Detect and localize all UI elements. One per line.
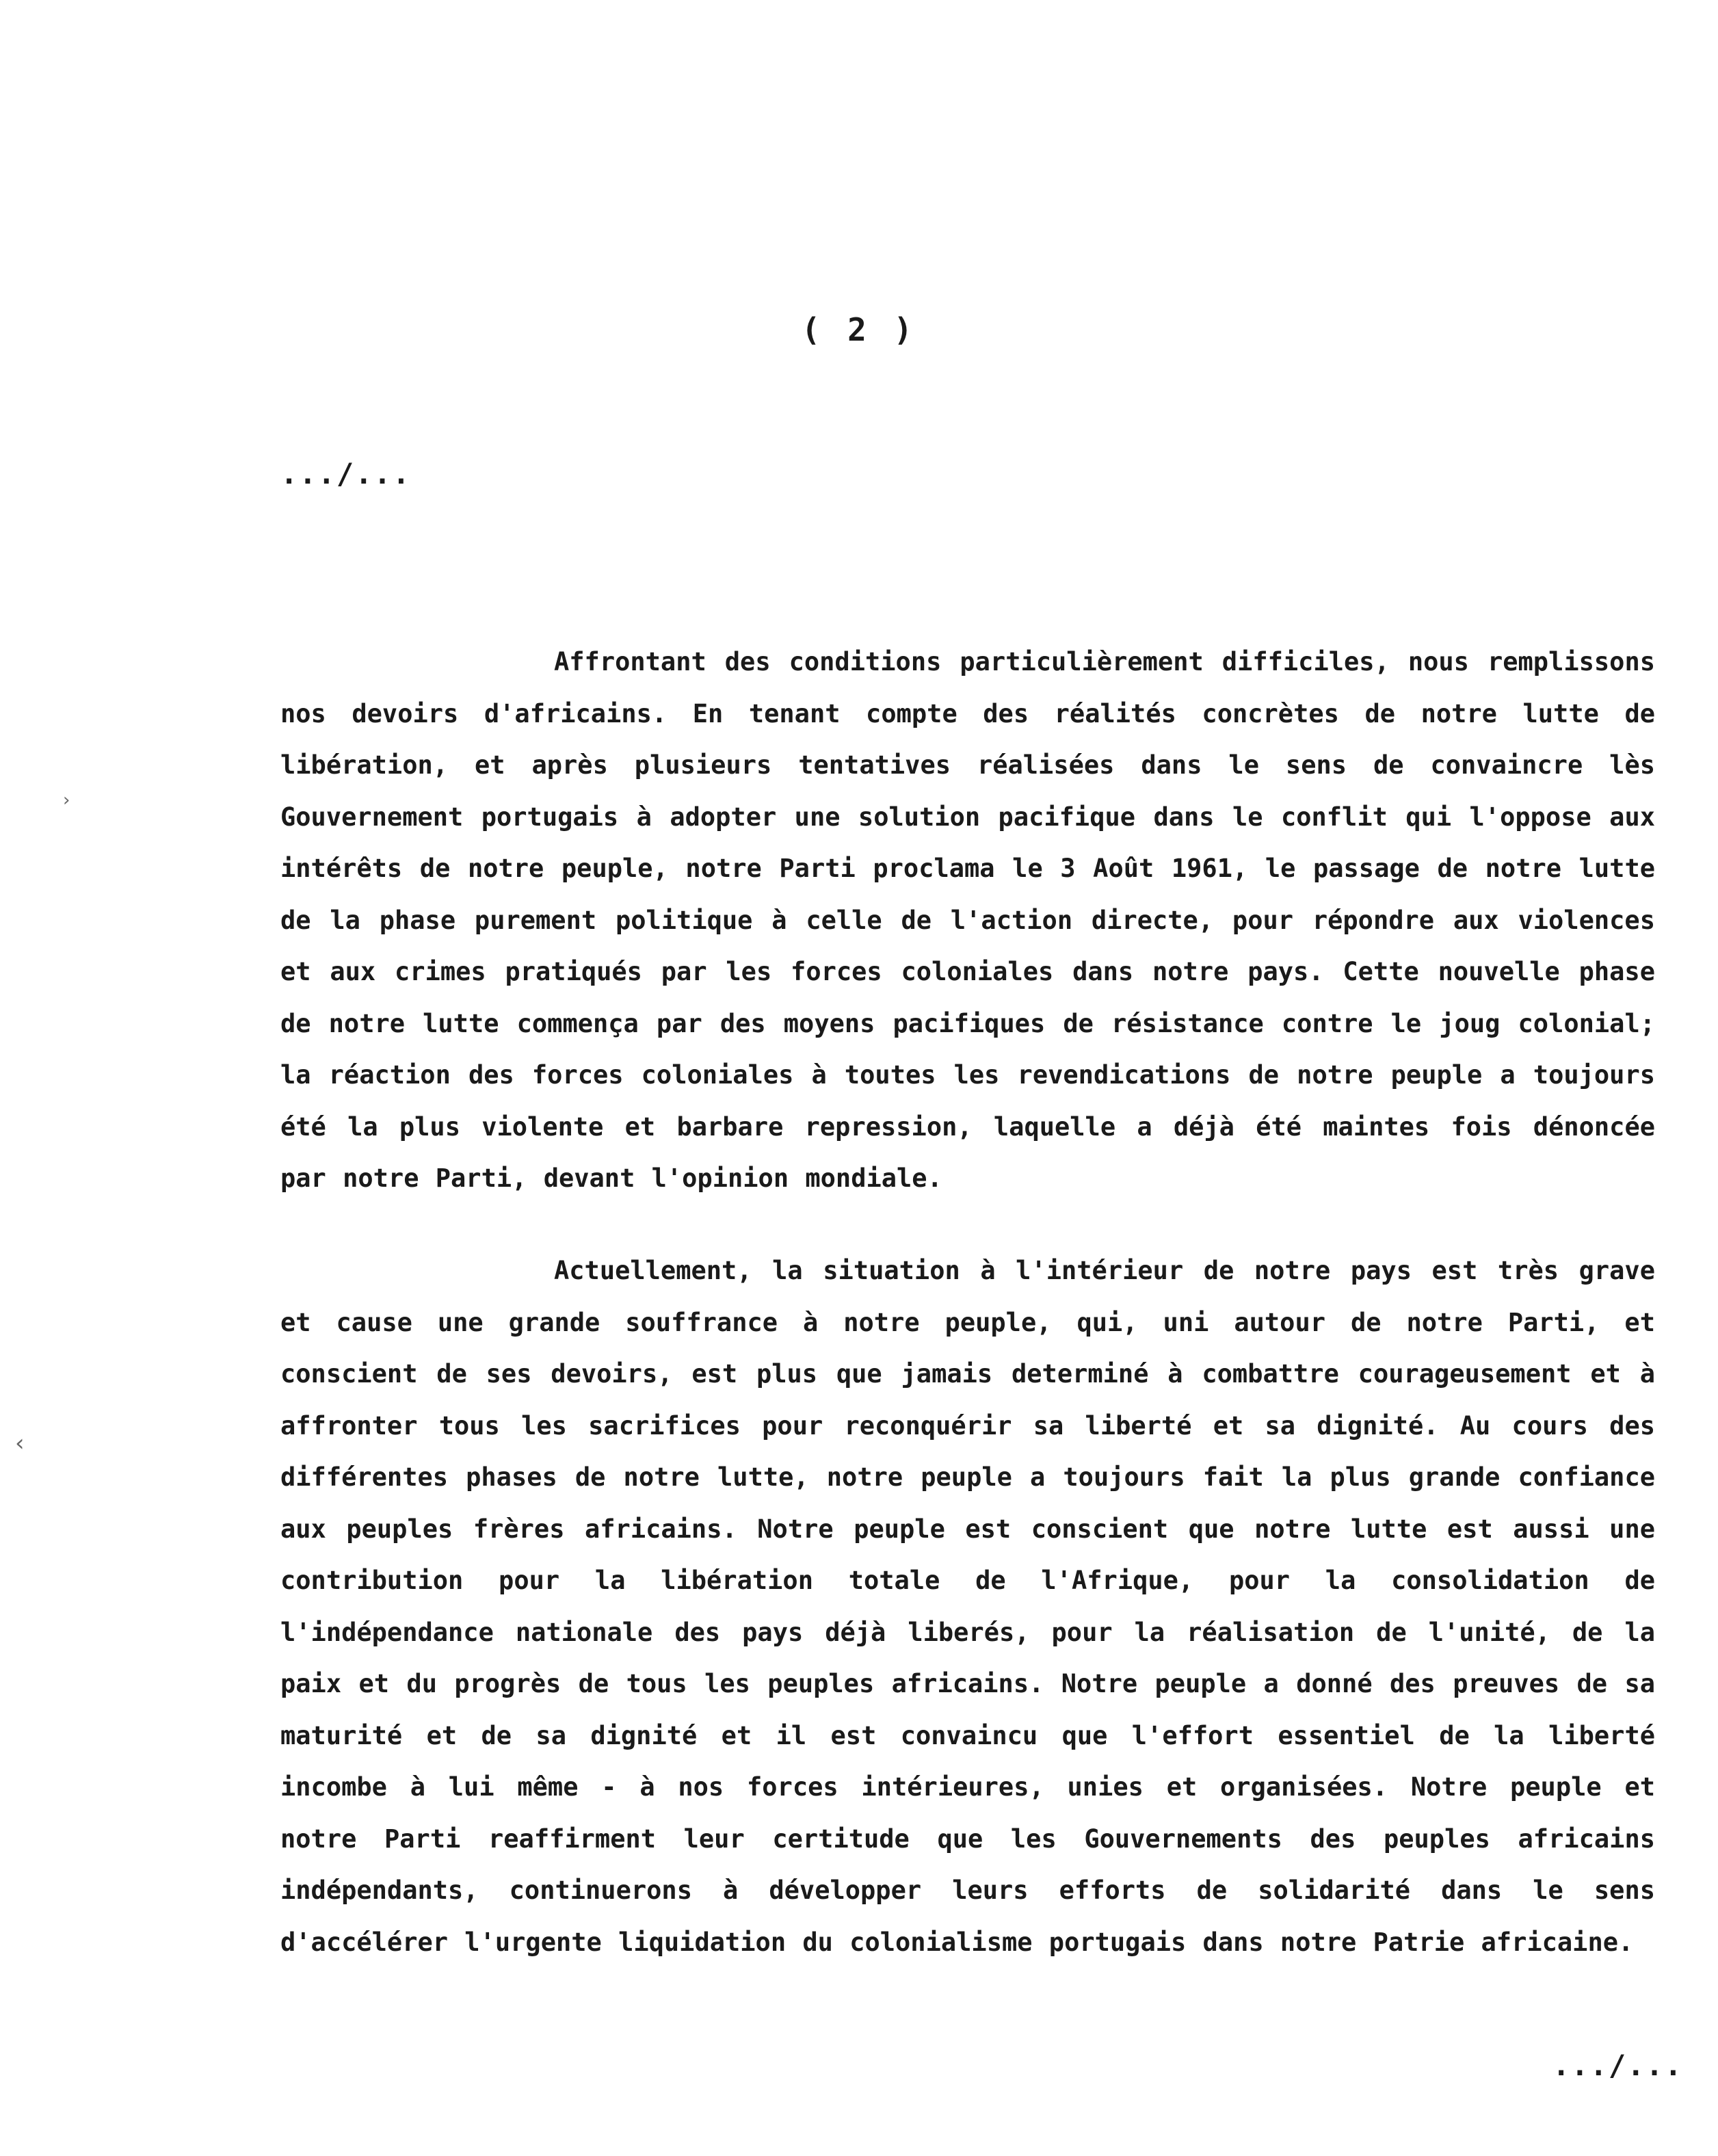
- page-number: ( 2 ): [801, 311, 917, 348]
- scan-speck: ‹: [15, 1430, 25, 1457]
- paragraph-2: Actuellement, la situation à l'intérieur de notre pays est très grave et cause une grande souffrance à notre peuple, qui, uni autour de notre Parti, et conscient de ses devoirs, est plus que jamais determiné à combattre courageusement et à affronter tous les sacrifices pour reconquérir sa liberté et sa dignité. Au cours des différentes phases de notre lutte, notre peuple a toujours fait la plus grande confiance aux peuples frères africains. Notre peuple est conscient que notre lutte est aussi une contribution pour la libération totale de l'Afrique, pour la consolidation de l'indépendance nationale des pays déjà liberés, pour la réalisation de l'unité, de la paix et du progrès de tous les peuples africains. Notre peuple a donné des preuves de sa maturité et de sa dignité et il est convaincu que l'effort essentiel de la liberté incombe à lui même - à nos forces intérieures, unies et organisées. Notre peuple et notre Parti reaffirment leur certitude que les Gouvernements des peuples africains indépendants, continuerons à développer leurs efforts de solidarité dans le sens d'accélérer l'urgente liquidation du colonialisme portugais dans notre Patrie africaine.: [280, 1256, 1655, 1957]
- paragraph-1: Affrontant des conditions particulièrement difficiles, nous remplissons nos devoirs d'africains. En tenant compte des réalités concrètes de notre lutte de libération, et après plusieurs tentatives réalisées dans le sens de convaincre lès Gouvernement portugais à adopter une solution pacifique dans le conflit qui l'oppose aux intérêts de notre peuple, notre Parti proclama le 3 Août 1961, le passage de notre lutte de la phase purement politique à celle de l'action directe, pour répondre aux violences et aux crimes pratiqués par les forces coloniales dans notre pays. Cette nouvelle phase de notre lutte commença par des moyens pacifiques de résistance contre le joug colonial; la réaction des forces coloniales à toutes les revendications de notre peuple a toujours été la plus violente et barbare repression, laquelle a déjà été maintes fois dénoncée par notre Parti, devant l'opinion mondiale.: [280, 647, 1655, 1193]
- continuation-marker-bottom: .../...: [1552, 2049, 1684, 2082]
- scan-speck: ›: [63, 790, 70, 811]
- continuation-marker-top: .../...: [280, 457, 412, 490]
